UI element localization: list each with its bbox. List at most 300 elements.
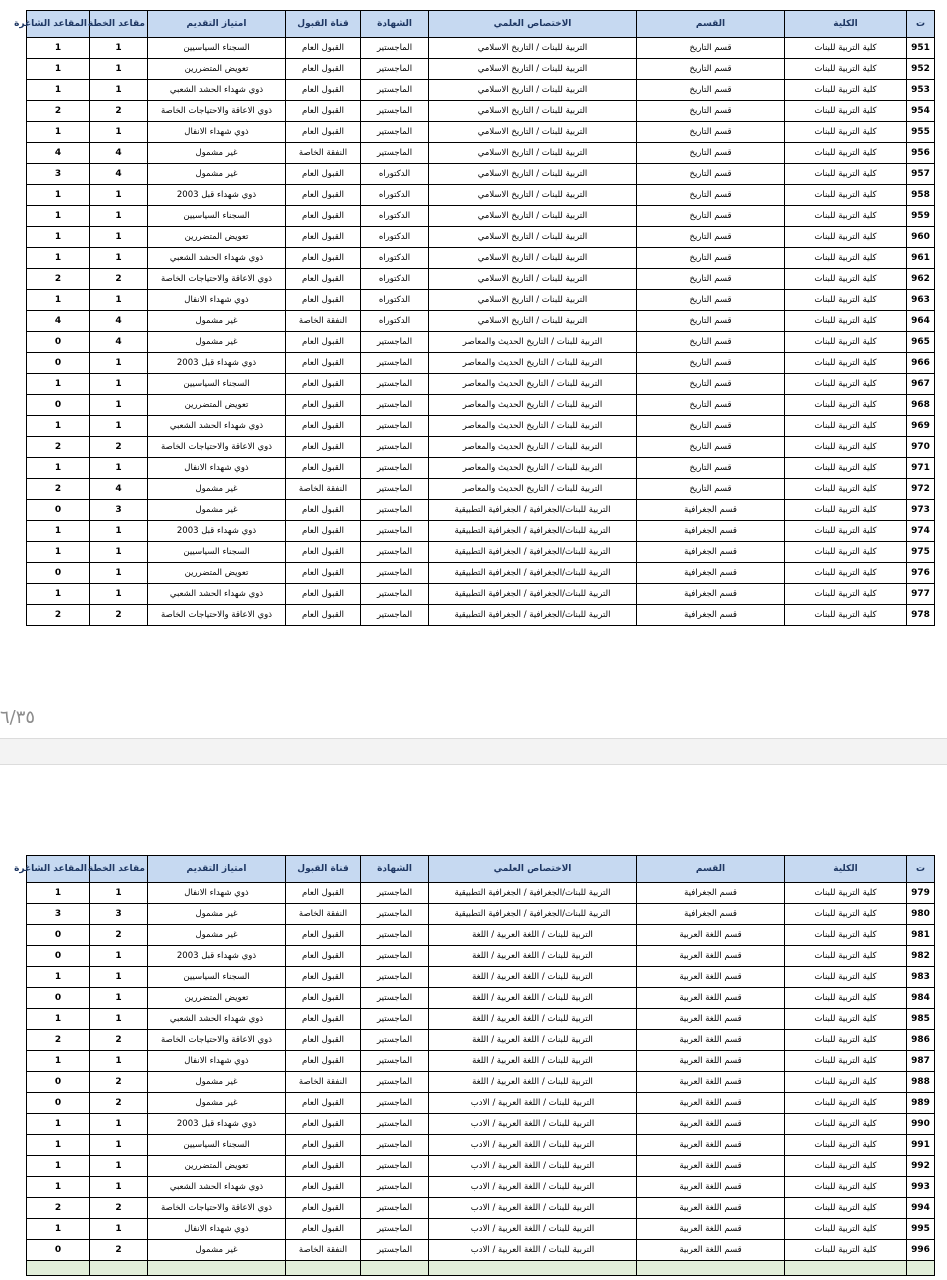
- cell-channel: القبول العام: [286, 605, 361, 626]
- cell-specialization: التربية للبنات / اللغة العربية / الادب: [429, 1177, 637, 1198]
- header-college: الكلية: [785, 856, 907, 883]
- cell-college: كلية التربية للبنات: [785, 500, 907, 521]
- cell-vacant-seats: 0: [27, 1093, 90, 1114]
- cell-degree: الماجستير: [361, 584, 429, 605]
- cell-specialization: التربية للبنات / التاريخ الاسلامي: [429, 80, 637, 101]
- cell-specialization: التربية للبنات / التاريخ الحديث والمعاصر: [429, 479, 637, 500]
- table-row: [27, 458, 935, 479]
- header-no: ت: [907, 856, 935, 883]
- header-degree: الشهادة: [361, 856, 429, 883]
- cell-department: قسم التاريخ: [637, 59, 785, 80]
- cell-college: كلية التربية للبنات: [785, 904, 907, 925]
- cell-department: قسم التاريخ: [637, 101, 785, 122]
- table-row: [27, 605, 935, 626]
- page-indicator: ٦/٣٥: [0, 707, 36, 728]
- cell-degree: الماجستير: [361, 925, 429, 946]
- cell-channel: القبول العام: [286, 1030, 361, 1051]
- cell-plan-seats: 1: [90, 1009, 148, 1030]
- cell-plan-seats: 1: [90, 883, 148, 904]
- cell-specialization: التربية للبنات / اللغة العربية / الادب: [429, 1114, 637, 1135]
- cell-department: قسم التاريخ: [637, 206, 785, 227]
- cell-vacant-seats: 2: [27, 101, 90, 122]
- cell-college: كلية التربية للبنات: [785, 1072, 907, 1093]
- cell-college: كلية التربية للبنات: [785, 332, 907, 353]
- table-row: [27, 500, 935, 521]
- cell-plan-seats: 2: [90, 437, 148, 458]
- cell-specialization: التربية للبنات/الجغرافية / الجغرافية التطبيقية: [429, 542, 637, 563]
- cell-channel: القبول العام: [286, 542, 361, 563]
- cell-privilege: السجناء السياسيين: [148, 1135, 286, 1156]
- cell-no: 983: [907, 967, 935, 988]
- cell-college: كلية التربية للبنات: [785, 1219, 907, 1240]
- cell-plan-seats: 1: [90, 988, 148, 1009]
- cell-no: 960: [907, 227, 935, 248]
- cell-degree: الماجستير: [361, 1114, 429, 1135]
- cell-channel: القبول العام: [286, 1051, 361, 1072]
- cell-no: 984: [907, 988, 935, 1009]
- cell-department: قسم اللغة العربية: [637, 1093, 785, 1114]
- cell-department: قسم التاريخ: [637, 437, 785, 458]
- cell-channel: القبول العام: [286, 925, 361, 946]
- cell-no: 974: [907, 521, 935, 542]
- seats-table-bottom: [14, 855, 935, 1276]
- table-row: [27, 883, 935, 904]
- cell-plan-seats: 1: [90, 1051, 148, 1072]
- cell-college: كلية التربية للبنات: [785, 925, 907, 946]
- cell-college: كلية التربية للبنات: [785, 122, 907, 143]
- table-row: [27, 416, 935, 437]
- cell-vacant-seats: 0: [27, 395, 90, 416]
- cell-channel: القبول العام: [286, 101, 361, 122]
- cell-channel: القبول العام: [286, 416, 361, 437]
- cell-plan-seats: 4: [90, 479, 148, 500]
- cell-channel: القبول العام: [286, 122, 361, 143]
- cell-degree: الماجستير: [361, 1093, 429, 1114]
- cell-department: قسم اللغة العربية: [637, 946, 785, 967]
- cell-degree: الماجستير: [361, 395, 429, 416]
- table-row: [27, 206, 935, 227]
- cell-privilege: ذوي شهداء الحشد الشعبي: [148, 1177, 286, 1198]
- cell-vacant-seats: 1: [27, 542, 90, 563]
- cell-specialization: التربية للبنات/الجغرافية / الجغرافية التطبيقية: [429, 883, 637, 904]
- cell-plan-seats: 4: [90, 143, 148, 164]
- cell-vacant-seats: 3: [27, 904, 90, 925]
- cell-college: كلية التربية للبنات: [785, 1114, 907, 1135]
- cell-vacant-seats: 0: [27, 1072, 90, 1093]
- cell-plan-seats: 1: [90, 374, 148, 395]
- cell-department: قسم اللغة العربية: [637, 1051, 785, 1072]
- header-college: الكلية: [785, 11, 907, 38]
- table-row: [27, 437, 935, 458]
- cell-college: كلية التربية للبنات: [785, 80, 907, 101]
- cell-specialization: التربية للبنات / التاريخ الحديث والمعاصر: [429, 332, 637, 353]
- cell-plan-seats: 1: [90, 395, 148, 416]
- cell-no: 961: [907, 248, 935, 269]
- cell-plan-seats: 2: [90, 1072, 148, 1093]
- header-department: القسم: [637, 11, 785, 38]
- cell-no: 980: [907, 904, 935, 925]
- table-body: [27, 38, 935, 626]
- empty-cell: [148, 1261, 286, 1276]
- cell-no: 957: [907, 164, 935, 185]
- cell-degree: الماجستير: [361, 946, 429, 967]
- cell-department: قسم الجغرافية: [637, 605, 785, 626]
- cell-plan-seats: 2: [90, 1198, 148, 1219]
- cell-degree: الماجستير: [361, 416, 429, 437]
- cell-specialization: التربية للبنات / اللغة العربية / اللغة: [429, 1009, 637, 1030]
- cell-channel: القبول العام: [286, 1219, 361, 1240]
- cell-privilege: السجناء السياسيين: [148, 374, 286, 395]
- cell-no: 995: [907, 1219, 935, 1240]
- cell-college: كلية التربية للبنات: [785, 101, 907, 122]
- cell-privilege: ذوي الاعاقة والاحتياجات الخاصة: [148, 605, 286, 626]
- table-row: [27, 143, 935, 164]
- cell-department: قسم اللغة العربية: [637, 988, 785, 1009]
- cell-privilege: غير مشمول: [148, 1093, 286, 1114]
- cell-no: 954: [907, 101, 935, 122]
- cell-college: كلية التربية للبنات: [785, 164, 907, 185]
- cell-college: كلية التربية للبنات: [785, 605, 907, 626]
- cell-plan-seats: 1: [90, 967, 148, 988]
- cell-channel: النفقة الخاصة: [286, 311, 361, 332]
- cell-channel: القبول العام: [286, 500, 361, 521]
- cell-no: 967: [907, 374, 935, 395]
- cell-college: كلية التربية للبنات: [785, 290, 907, 311]
- cell-privilege: ذوي شهداء الانفال: [148, 122, 286, 143]
- table-row: [27, 227, 935, 248]
- cell-vacant-seats: 2: [27, 1030, 90, 1051]
- table-row: [27, 967, 935, 988]
- cell-specialization: التربية للبنات / التاريخ الاسلامي: [429, 38, 637, 59]
- cell-department: قسم الجغرافية: [637, 584, 785, 605]
- cell-college: كلية التربية للبنات: [785, 1009, 907, 1030]
- table-row: [27, 1114, 935, 1135]
- cell-specialization: التربية للبنات / اللغة العربية / اللغة: [429, 946, 637, 967]
- cell-plan-seats: 1: [90, 1156, 148, 1177]
- cell-no: 992: [907, 1156, 935, 1177]
- cell-privilege: تعويض المتضررين: [148, 395, 286, 416]
- cell-channel: القبول العام: [286, 1114, 361, 1135]
- cell-degree: الماجستير: [361, 1240, 429, 1261]
- cell-channel: القبول العام: [286, 38, 361, 59]
- cell-no: 956: [907, 143, 935, 164]
- table-row: [27, 521, 935, 542]
- cell-vacant-seats: 2: [27, 605, 90, 626]
- cell-no: 969: [907, 416, 935, 437]
- cell-privilege: ذوي شهداء قبل 2003: [148, 353, 286, 374]
- cell-degree: الماجستير: [361, 521, 429, 542]
- table-row: [27, 122, 935, 143]
- cell-college: كلية التربية للبنات: [785, 584, 907, 605]
- cell-plan-seats: 2: [90, 1030, 148, 1051]
- cell-plan-seats: 1: [90, 227, 148, 248]
- cell-department: قسم اللغة العربية: [637, 1177, 785, 1198]
- cell-privilege: غير مشمول: [148, 332, 286, 353]
- cell-degree: الدكتوراه: [361, 311, 429, 332]
- cell-department: قسم اللغة العربية: [637, 1030, 785, 1051]
- cell-department: قسم اللغة العربية: [637, 967, 785, 988]
- table-row: [27, 946, 935, 967]
- table-row: [27, 185, 935, 206]
- cell-specialization: التربية للبنات / التاريخ الاسلامي: [429, 122, 637, 143]
- cell-no: 964: [907, 311, 935, 332]
- cell-plan-seats: 1: [90, 1114, 148, 1135]
- cell-department: قسم التاريخ: [637, 290, 785, 311]
- cell-privilege: ذوي الاعاقة والاحتياجات الخاصة: [148, 437, 286, 458]
- cell-department: قسم التاريخ: [637, 122, 785, 143]
- cell-privilege: غير مشمول: [148, 479, 286, 500]
- cell-department: قسم الجغرافية: [637, 904, 785, 925]
- cell-degree: الدكتوراه: [361, 206, 429, 227]
- cell-degree: الماجستير: [361, 80, 429, 101]
- cell-privilege: ذوي شهداء الانفال: [148, 458, 286, 479]
- cell-specialization: التربية للبنات/الجغرافية / الجغرافية التطبيقية: [429, 500, 637, 521]
- cell-college: كلية التربية للبنات: [785, 269, 907, 290]
- cell-department: قسم التاريخ: [637, 227, 785, 248]
- cell-channel: القبول العام: [286, 946, 361, 967]
- cell-college: كلية التربية للبنات: [785, 311, 907, 332]
- cell-college: كلية التربية للبنات: [785, 206, 907, 227]
- cell-plan-seats: 1: [90, 521, 148, 542]
- cell-vacant-seats: 0: [27, 353, 90, 374]
- cell-channel: القبول العام: [286, 584, 361, 605]
- cell-degree: الماجستير: [361, 458, 429, 479]
- cell-department: قسم التاريخ: [637, 38, 785, 59]
- cell-vacant-seats: 0: [27, 988, 90, 1009]
- cell-department: قسم اللغة العربية: [637, 1156, 785, 1177]
- cell-no: 970: [907, 437, 935, 458]
- cell-no: 968: [907, 395, 935, 416]
- cell-channel: القبول العام: [286, 563, 361, 584]
- table-row: [27, 479, 935, 500]
- cell-department: قسم التاريخ: [637, 80, 785, 101]
- cell-specialization: التربية للبنات / التاريخ الاسلامي: [429, 101, 637, 122]
- table-row: [27, 374, 935, 395]
- cell-degree: الدكتوراه: [361, 269, 429, 290]
- cell-privilege: ذوي الاعاقة والاحتياجات الخاصة: [148, 101, 286, 122]
- cell-privilege: تعويض المتضررين: [148, 1156, 286, 1177]
- cell-degree: الماجستير: [361, 542, 429, 563]
- cell-specialization: التربية للبنات / اللغة العربية / الادب: [429, 1240, 637, 1261]
- header-plan-seats: مقاعد الخطة: [90, 11, 148, 38]
- cell-privilege: السجناء السياسيين: [148, 542, 286, 563]
- cell-vacant-seats: 1: [27, 227, 90, 248]
- cell-privilege: ذوي شهداء الحشد الشعبي: [148, 80, 286, 101]
- cell-plan-seats: 1: [90, 1177, 148, 1198]
- cell-college: كلية التربية للبنات: [785, 988, 907, 1009]
- cell-degree: الدكتوراه: [361, 248, 429, 269]
- cell-privilege: غير مشمول: [148, 164, 286, 185]
- cell-degree: الماجستير: [361, 883, 429, 904]
- cell-vacant-seats: 1: [27, 967, 90, 988]
- cell-vacant-seats: 2: [27, 479, 90, 500]
- cell-college: كلية التربية للبنات: [785, 479, 907, 500]
- cell-no: 951: [907, 38, 935, 59]
- cell-privilege: ذوي الاعاقة والاحتياجات الخاصة: [148, 269, 286, 290]
- cell-specialization: التربية للبنات / التاريخ الاسلامي: [429, 248, 637, 269]
- empty-cell: [785, 1261, 907, 1276]
- cell-specialization: التربية للبنات/الجغرافية / الجغرافية التطبيقية: [429, 605, 637, 626]
- cell-specialization: التربية للبنات / التاريخ الاسلامي: [429, 59, 637, 80]
- cell-vacant-seats: 1: [27, 122, 90, 143]
- cell-department: قسم اللغة العربية: [637, 1135, 785, 1156]
- cell-department: قسم التاريخ: [637, 164, 785, 185]
- cell-channel: القبول العام: [286, 883, 361, 904]
- cell-degree: الماجستير: [361, 143, 429, 164]
- empty-cell: [286, 1261, 361, 1276]
- cell-department: قسم الجغرافية: [637, 563, 785, 584]
- table-body: [27, 883, 935, 1276]
- cell-plan-seats: 2: [90, 269, 148, 290]
- table-row: [27, 925, 935, 946]
- cell-channel: القبول العام: [286, 1177, 361, 1198]
- cell-plan-seats: 3: [90, 500, 148, 521]
- cell-specialization: التربية للبنات / اللغة العربية / اللغة: [429, 1051, 637, 1072]
- cell-department: قسم اللغة العربية: [637, 1114, 785, 1135]
- cell-college: كلية التربية للبنات: [785, 59, 907, 80]
- table-row: [27, 542, 935, 563]
- cell-vacant-seats: 1: [27, 1135, 90, 1156]
- cell-department: قسم التاريخ: [637, 143, 785, 164]
- cell-privilege: غير مشمول: [148, 311, 286, 332]
- cell-college: كلية التربية للبنات: [785, 563, 907, 584]
- cell-channel: القبول العام: [286, 290, 361, 311]
- cell-channel: القبول العام: [286, 374, 361, 395]
- cell-plan-seats: 1: [90, 290, 148, 311]
- cell-no: 966: [907, 353, 935, 374]
- table-row: [27, 80, 935, 101]
- cell-vacant-seats: 1: [27, 185, 90, 206]
- cell-channel: القبول العام: [286, 353, 361, 374]
- table-row: [27, 290, 935, 311]
- cell-no: 989: [907, 1093, 935, 1114]
- cell-channel: القبول العام: [286, 164, 361, 185]
- cell-department: قسم الجغرافية: [637, 883, 785, 904]
- cell-plan-seats: 1: [90, 1135, 148, 1156]
- cell-specialization: التربية للبنات / التاريخ الاسلامي: [429, 269, 637, 290]
- cell-channel: القبول العام: [286, 227, 361, 248]
- cell-specialization: التربية للبنات / التاريخ الحديث والمعاصر: [429, 395, 637, 416]
- cell-degree: الماجستير: [361, 967, 429, 988]
- cell-college: كلية التربية للبنات: [785, 967, 907, 988]
- cell-degree: الماجستير: [361, 101, 429, 122]
- cell-no: 963: [907, 290, 935, 311]
- header-department: القسم: [637, 856, 785, 883]
- cell-college: كلية التربية للبنات: [785, 1240, 907, 1261]
- table-row: [27, 1030, 935, 1051]
- cell-channel: القبول العام: [286, 458, 361, 479]
- cell-privilege: ذوي شهداء قبل 2003: [148, 946, 286, 967]
- empty-cell: [27, 1261, 90, 1276]
- cell-vacant-seats: 1: [27, 883, 90, 904]
- table-row: [27, 59, 935, 80]
- cell-college: كلية التربية للبنات: [785, 185, 907, 206]
- cell-channel: النفقة الخاصة: [286, 143, 361, 164]
- cell-vacant-seats: 0: [27, 563, 90, 584]
- cell-vacant-seats: 0: [27, 925, 90, 946]
- cell-channel: القبول العام: [286, 185, 361, 206]
- table-row: [27, 1240, 935, 1261]
- cell-privilege: السجناء السياسيين: [148, 38, 286, 59]
- cell-plan-seats: 4: [90, 311, 148, 332]
- cell-plan-seats: 1: [90, 38, 148, 59]
- cell-college: كلية التربية للبنات: [785, 883, 907, 904]
- cell-plan-seats: 1: [90, 416, 148, 437]
- cell-specialization: التربية للبنات / التاريخ الحديث والمعاصر: [429, 437, 637, 458]
- cell-specialization: التربية للبنات / التاريخ الاسلامي: [429, 311, 637, 332]
- header-no: ت: [907, 11, 935, 38]
- cell-no: 986: [907, 1030, 935, 1051]
- cell-privilege: ذوي شهداء الانفال: [148, 883, 286, 904]
- cell-channel: القبول العام: [286, 1135, 361, 1156]
- cell-college: كلية التربية للبنات: [785, 1030, 907, 1051]
- cell-channel: القبول العام: [286, 1009, 361, 1030]
- seats-table-top: [14, 10, 935, 626]
- cell-channel: النفقة الخاصة: [286, 904, 361, 925]
- cell-degree: الماجستير: [361, 479, 429, 500]
- cell-department: قسم اللغة العربية: [637, 1198, 785, 1219]
- cell-privilege: غير مشمول: [148, 143, 286, 164]
- cell-plan-seats: 1: [90, 946, 148, 967]
- table-row: [27, 248, 935, 269]
- cell-vacant-seats: 1: [27, 290, 90, 311]
- cell-plan-seats: 1: [90, 80, 148, 101]
- cell-plan-seats: 1: [90, 59, 148, 80]
- cell-plan-seats: 1: [90, 206, 148, 227]
- cell-degree: الماجستير: [361, 563, 429, 584]
- cell-privilege: ذوي شهداء قبل 2003: [148, 521, 286, 542]
- cell-college: كلية التربية للبنات: [785, 521, 907, 542]
- cell-plan-seats: 2: [90, 925, 148, 946]
- cell-no: 965: [907, 332, 935, 353]
- cell-specialization: التربية للبنات / اللغة العربية / اللغة: [429, 1030, 637, 1051]
- cell-privilege: تعويض المتضررين: [148, 59, 286, 80]
- header-channel: قناة القبول: [286, 856, 361, 883]
- cell-no: 952: [907, 59, 935, 80]
- table-row: [27, 988, 935, 1009]
- cell-degree: الماجستير: [361, 1177, 429, 1198]
- cell-privilege: السجناء السياسيين: [148, 967, 286, 988]
- cell-college: كلية التربية للبنات: [785, 437, 907, 458]
- cell-no: 953: [907, 80, 935, 101]
- cell-specialization: التربية للبنات / اللغة العربية / اللغة: [429, 988, 637, 1009]
- table-row: [27, 395, 935, 416]
- cell-channel: القبول العام: [286, 80, 361, 101]
- cell-vacant-seats: 1: [27, 458, 90, 479]
- cell-vacant-seats: 1: [27, 59, 90, 80]
- cell-privilege: غير مشمول: [148, 500, 286, 521]
- cell-vacant-seats: 1: [27, 38, 90, 59]
- cell-no: 973: [907, 500, 935, 521]
- cell-no: 975: [907, 542, 935, 563]
- cell-channel: القبول العام: [286, 269, 361, 290]
- cell-specialization: التربية للبنات / اللغة العربية / اللغة: [429, 967, 637, 988]
- cell-vacant-seats: 0: [27, 332, 90, 353]
- cell-department: قسم اللغة العربية: [637, 1240, 785, 1261]
- cell-privilege: ذوي شهداء الانفال: [148, 1051, 286, 1072]
- table-row: [27, 353, 935, 374]
- cell-degree: الماجستير: [361, 1072, 429, 1093]
- cell-privilege: ذوي شهداء الحشد الشعبي: [148, 248, 286, 269]
- table-row: [27, 1156, 935, 1177]
- cell-specialization: التربية للبنات / اللغة العربية / الادب: [429, 1219, 637, 1240]
- cell-vacant-seats: 1: [27, 1051, 90, 1072]
- cell-specialization: التربية للبنات / اللغة العربية / الادب: [429, 1093, 637, 1114]
- cell-vacant-seats: 1: [27, 1177, 90, 1198]
- cell-plan-seats: 1: [90, 542, 148, 563]
- table-row: [27, 584, 935, 605]
- cell-no: 959: [907, 206, 935, 227]
